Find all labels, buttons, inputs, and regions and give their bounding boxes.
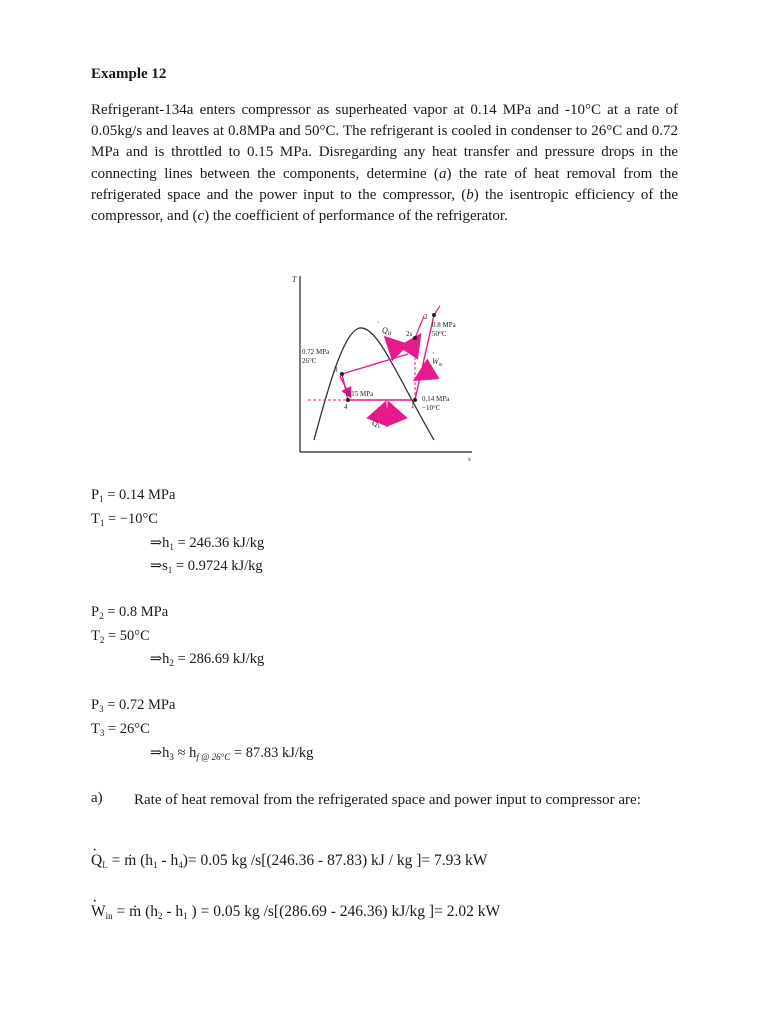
- condenser-line: [342, 354, 408, 374]
- pt4-label: 4: [344, 403, 348, 411]
- win-arrow: [418, 372, 428, 378]
- state-4-point: [346, 398, 350, 402]
- label-072: 0.72 MPa: [302, 348, 330, 356]
- ql-equation: · $Q_L$ = ṁ $(h_1 - h_4)= 0.05$ kg /s[(246.36 - 87.83) kJ / kg ]= 7.93 kW: [91, 852, 487, 870]
- ts-diagram: [288, 268, 478, 464]
- axis-t-label: T: [292, 275, 297, 284]
- state2-enthalpy: $\Rightarrow h_2 = 286.69$ kJ/kg: [150, 651, 265, 668]
- ql-arrow: [380, 406, 384, 416]
- part-a-label: a): [91, 790, 103, 806]
- problem-statement: Refrigerant-134a enters compressor as superheated vapor at 0.14 MPa and -10°C at a rate of 0.05kg/s and leaves at 0.8MPa and 50°C. The refrigerant is cooled in condenser to 26°C and 0.72 MPa and is throttled to 0.15 MPa. Disregarding any heat transfer and pressure drops in the connecting lines between the components, determine (a) the rate of heat removal from the refrigerated space and the power input to the compressor, (b) the isentropic efficiency of the compressor, and (c) the coefficient of performance of the refrigerator.: [91, 102, 679, 225]
- axes: [300, 276, 472, 452]
- qh-arrow: [388, 340, 400, 352]
- state2-pressure: $P_2 = 0.8$ MPa: [91, 604, 169, 621]
- state2-temperature: $T_2 = 50^\circ C$: [91, 628, 150, 645]
- state-2-point: [432, 313, 436, 317]
- ql-dot: ·: [372, 411, 375, 420]
- state-3-point: [340, 372, 344, 376]
- qh-dot: ·: [377, 318, 380, 327]
- upper-segment: [415, 316, 424, 338]
- pt1-label: 1: [411, 402, 415, 410]
- win-dot: ·: [432, 349, 435, 358]
- axis-s-label: s: [468, 455, 471, 463]
- qh-label: $Q_H$: [382, 326, 392, 337]
- label-08: 0.8 MPa: [432, 321, 456, 329]
- win-equation: · $W_{in}$ = ṁ ($h_2 - h_1$ ) = 0.05 kg /s[(286.69 - 246.36) kJ/kg ]= 2.02 kW: [91, 903, 500, 921]
- state3-enthalpy: $\Rightarrow h_3 \approx h_{f @ 26^\circ C} = 87.83$ kJ/kg: [150, 745, 314, 762]
- label-50: 50°C: [432, 330, 447, 338]
- qh-arrow-2: [410, 338, 418, 350]
- part-a-text: Rate of heat removal from the refrigerated space and power input to compressor are:: [134, 792, 641, 808]
- win-label: $W_{in}$: [432, 357, 443, 368]
- pt2-label: 2: [424, 313, 428, 321]
- state-2s-point: [413, 336, 417, 340]
- label-26: 26°C: [302, 357, 317, 365]
- state3-pressure: $P_3 = 0.72$ MPa: [91, 697, 176, 714]
- state3-temperature: $T_3 = 26^\circ C$: [91, 721, 150, 738]
- pt3-label: 3: [334, 366, 338, 374]
- state1-temperature: $T_1 = -10^\circ C$: [91, 511, 158, 528]
- state1-enthalpy: $\Rightarrow h_1 = 246.36$ kJ/kg: [150, 535, 265, 552]
- state1-entropy: $\Rightarrow s_1 = 0.9724$ kJ/kg: [150, 558, 263, 575]
- label-014: 0.14 MPa: [422, 395, 450, 403]
- state1-pressure: $P_1 = 0.14$ MPa: [91, 487, 176, 504]
- label-015: 0.15 MPa: [346, 390, 374, 398]
- example-heading: Example 12: [91, 66, 167, 82]
- pt2s-label: 2s: [406, 330, 413, 338]
- ql-label: $Q_L$: [372, 419, 381, 430]
- label-m10: −10°C: [422, 404, 441, 412]
- ql-arrow-2: [390, 406, 394, 416]
